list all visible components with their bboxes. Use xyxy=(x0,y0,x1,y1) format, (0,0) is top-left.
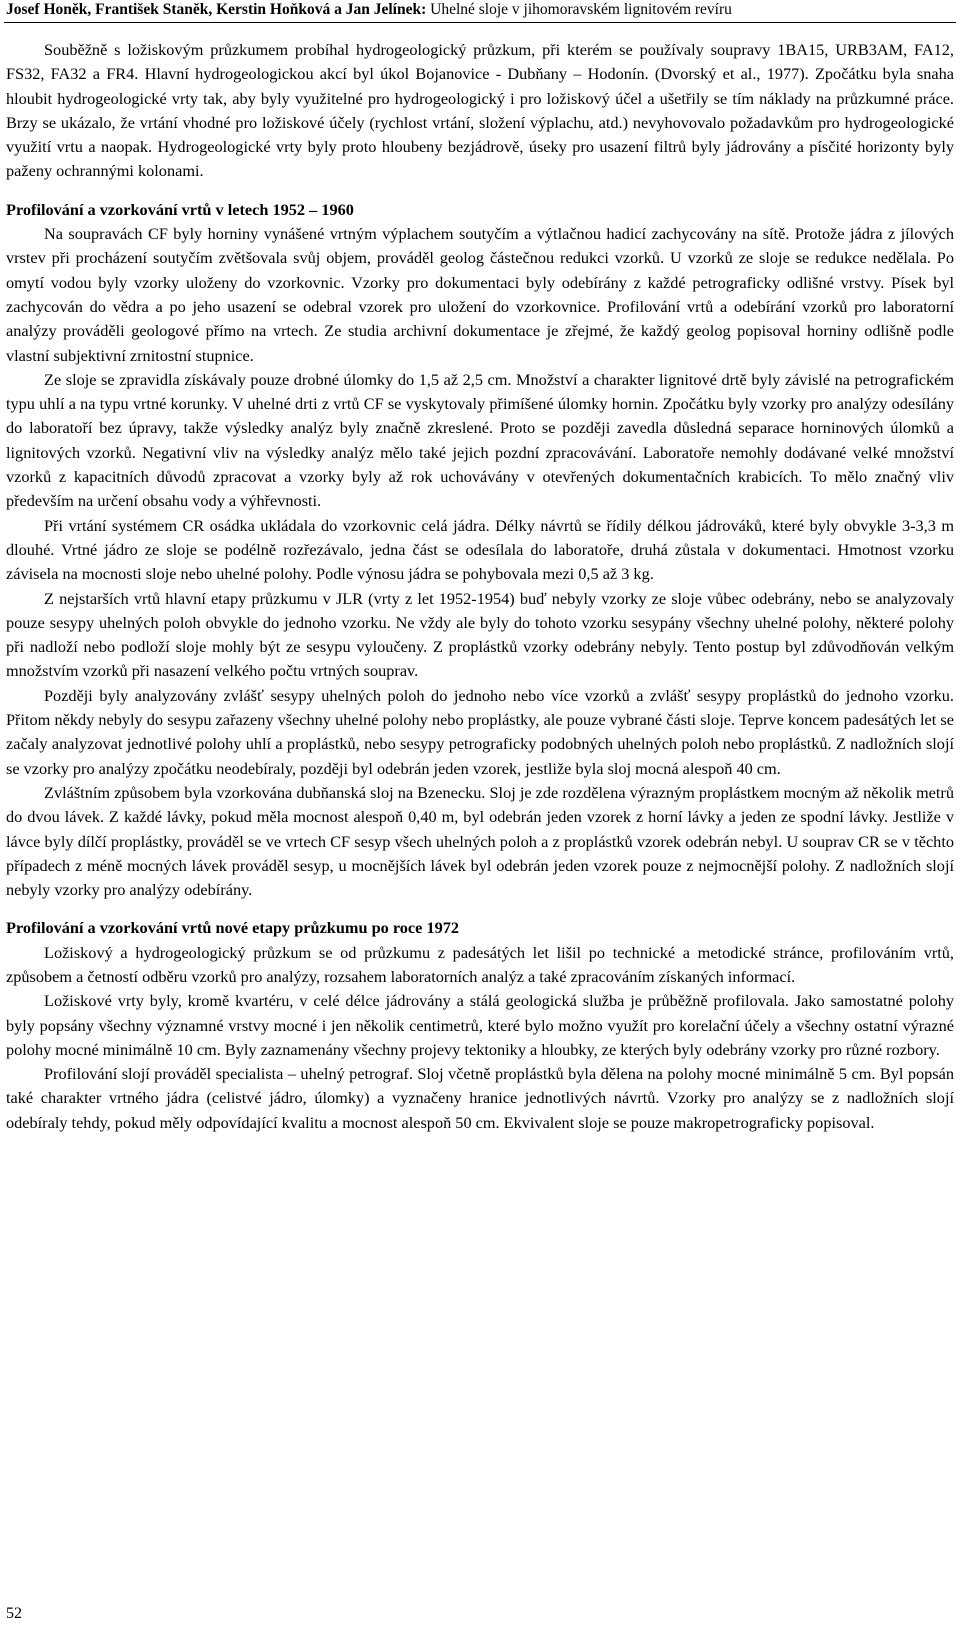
header-rule xyxy=(4,22,956,23)
paragraph: Profilování slojí prováděl specialista – uhelný petrograf. Sloj včetně proplástků byla dělena na polohy mocné minimálně 5 cm. Byl popsán také charakter vrtného jádra (celistvé jádro, úlomky) a vyznačeny hranice jednotlivých návrtů. Vzorky pro analýzy se z nadložních slojí odebíraly tehdy, pokud měly odpovídající kvalitu a mocnost alespoň 50 cm. Ekvivalent sloje se pouze makropetrograficky popisoval. xyxy=(6,1064,954,1132)
intro-paragraph: Souběžně s ložiskovým průzkumem probíhal hydrogeologický průzkum, při kterém se používaly soupravy 1BA15, URB3AM, FA12, FS32, FA32 a FR4. Hlavní hydrogeologickou akcí byl úkol Bojanovice - Dubňany – Hodonín. (Dvorský et al., 1977). Zpočátku byla snaha hloubit hydrogeologické vrty tak, aby byly využitelné pro hydrogeologický i pro ložiskový účel a ušetřily se tím náklady na průzkumné práce. Brzy se ukázalo, že vrtání vhodné pro ložiskové účely (rychlost vrtání, složení výplachu, atd.) nevyhovovalo požadavkům pro hydrogeologické využití vrtu a naopak. Hydrogeologické vrty byly proto hloubeny bezjádrově, úseky pro usazení filtrů byly jádrovány a písčité horizonty byly paženy ochrannými kolonami. xyxy=(6,40,954,181)
header-authors: Josef Honěk, František Staněk, Kerstin Hoňková a Jan Jelínek: xyxy=(6,1,427,18)
section-gap xyxy=(6,902,954,916)
paragraph: Ze sloje se zpravidla získávaly pouze drobné úlomky do 1,5 až 2,5 cm. Množství a charakter lignitové drtě byly závislé na petrografickém typu uhlí a na typu vrtné korunky. V uhelné drti z vrtů CF se vyskytovaly přimíšené úlomky hornin. Zpočátku byly vzorky pro analýzy odesílány do laboratoří bez úpravy, takže výsledky analýz byly značně zkreslené. Proto se později zavedla důsledná separace horninových úlomků a lignitových vzorků. Negativní vliv na výsledky analýz mělo také jejich pozdní zpracovávání. Laboratoře nemohly dodávané velké množství vzorků z kapacitních důvodů zpracovat a vzorky byly až rok uchovávány v otevřených dokumentačních krabicích. To mělo značný vliv především na určení obsahu vody a výhřevnosti. xyxy=(6,369,954,511)
paragraph: Ložiskové vrty byly, kromě kvartéru, v celé délce jádrovány a stálá geologická služba je průběžně profilovala. Jako samostatné polohy byly popsány všechny významné vrstvy mocné i jen několik centimetrů, které bylo možno využít pro korelační účely a všechny ostatní výrazné polohy mocné minimálně 10 cm. Byly zaznamenány všechny projevy tektoniky a hloubky, ze kterých byly odebrány vzorky pro různé rozbory. xyxy=(6,991,954,1059)
page-number: 52 xyxy=(6,1605,22,1622)
paragraph: Ložiskový a hydrogeologický průzkum se od průzkumu z padesátých let lišil po technické a metodické stránce, profilováním vrtů, způsobem a četností odběru vzorků pro analýzy, rozsahem laboratorních analýz a také zpracováním získaných informací. xyxy=(6,942,954,986)
paragraph: Zvláštním způsobem byla vzorkována dubňanská sloj na Bzenecku. Sloj je zde rozdělena výrazným proplástkem mocným až několik metrů do dvou lávek. Z každé lávky, pokud měla mocnost alespoň 0,40 m, byl odebrán jeden vzorek z horní lávky a jeden ze spodní lávky. Jestliže v lávce byly dílčí proplástky, prováděl se ve vrtech CF sesyp všech uhelných poloh a z proplástků vzorek odebrán nebyl. U souprav CR se v těchto případech z méně mocných lávek prováděl sesyp, u mocnějších lávek byl odebrán jeden vzorek pouze z nejmocnější polohy. Z nadložních slojí nebyly vzorky pro analýzy odebírány. xyxy=(6,782,954,900)
page-body xyxy=(6,38,954,1135)
paragraph: Při vrtání systémem CR osádka ukládala do vzorkovnic celá jádra. Délky návrtů se řídily délkou jádrováků, které byly obvykle 3-3,3 m dlouhé. Vrtné jádro ze sloje se podélně rozřezávalo, jedna část se odesílala do laboratoře, druhá zůstala v dokumentaci. Hmotnost vzorku závisela na mocnosti sloje nebo uhelné polohy. Podle výnosu jádra se pohybovala mezi 0,5 až 3 kg. xyxy=(6,515,954,584)
paragraph: Na soupravách CF byly horniny vynášené vrtným výplachem soutyčím a výtlačnou hadicí zachycovány na sítě. Protože jádra z jílových vrstev při procházení soutyčím zvětšovala svůj objem, prováděl geolog částečnou redukci vzorků. U vzorků ze sloje se redukce nedělala. Po omytí vodou byly vzorky uloženy do vzorkovnic. Vzorky pro dokumentaci byly odebírány z každé petrograficky odlišné vrstvy. Písek byl zachycován do vědra a po jeho usazení se odebral vzorek pro uložení do vzorkovnice. Profilování vrtů a odebírání vzorků pro laboratorní analýzy prováděli geologové přímo na vrtech. Ze studia archivní dokumentace je zřejmé, že každý geolog popisoval horniny odlišně podle vlastní subjektivní zrnitostní stupnice. xyxy=(6,224,954,365)
section-heading-1952-1960: Profilování a vzorkování vrtů v letech 1952 – 1960 xyxy=(6,199,354,219)
paragraph: Později byly analyzovány zvlášť sesypy uhelných poloh do jednoho nebo více vzorků a zvlášť sesypy proplástků do jednoho vzorku. Přitom někdy nebyly do sesypu zařazeny všechny uhelné polohy nebo proplástky, ale pouze vybrané části sloje. Teprve koncem padesátých let se začaly analyzovat jednotlivé polohy uhlí a proplástků, nebo sesypy petrograficky podobných uhelných poloh nebo proplástků. Z nadložních slojí se vzorky pro analýzy zpočátku neodebíraly, později byl odebrán jeden vzorek, jestliže byla sloj mocná alespoň 40 cm. xyxy=(6,685,954,778)
header-title: Uhelné sloje v jihomoravském lignitovém revíru xyxy=(426,1,732,18)
section-heading-after-1972: Profilování a vzorkování vrtů nové etapy průzkumu po roce 1972 xyxy=(6,918,460,938)
section-gap xyxy=(6,184,954,198)
paragraph: Z nejstarších vrtů hlavní etapy průzkumu v JLR (vrty z let 1952-1954) buď nebyly vzorky ze sloje vůbec odebrány, nebo se analyzovaly pouze sesypy uhelných poloh obvykle do jednoho vzorku. Ne vždy ale byly do tohoto vzorku sesypány všechny uhelné polohy, některé polohy při nadloží nebo podloží sloje mohly být ze sesypu vyloučeny. Z proplástků vzorky odebrány nebyly. Tento postup byl zdůvodňován velkým množstvím vzorků při nasazení velkého počtu vrtných souprav. xyxy=(6,588,954,681)
running-header xyxy=(6,0,954,20)
